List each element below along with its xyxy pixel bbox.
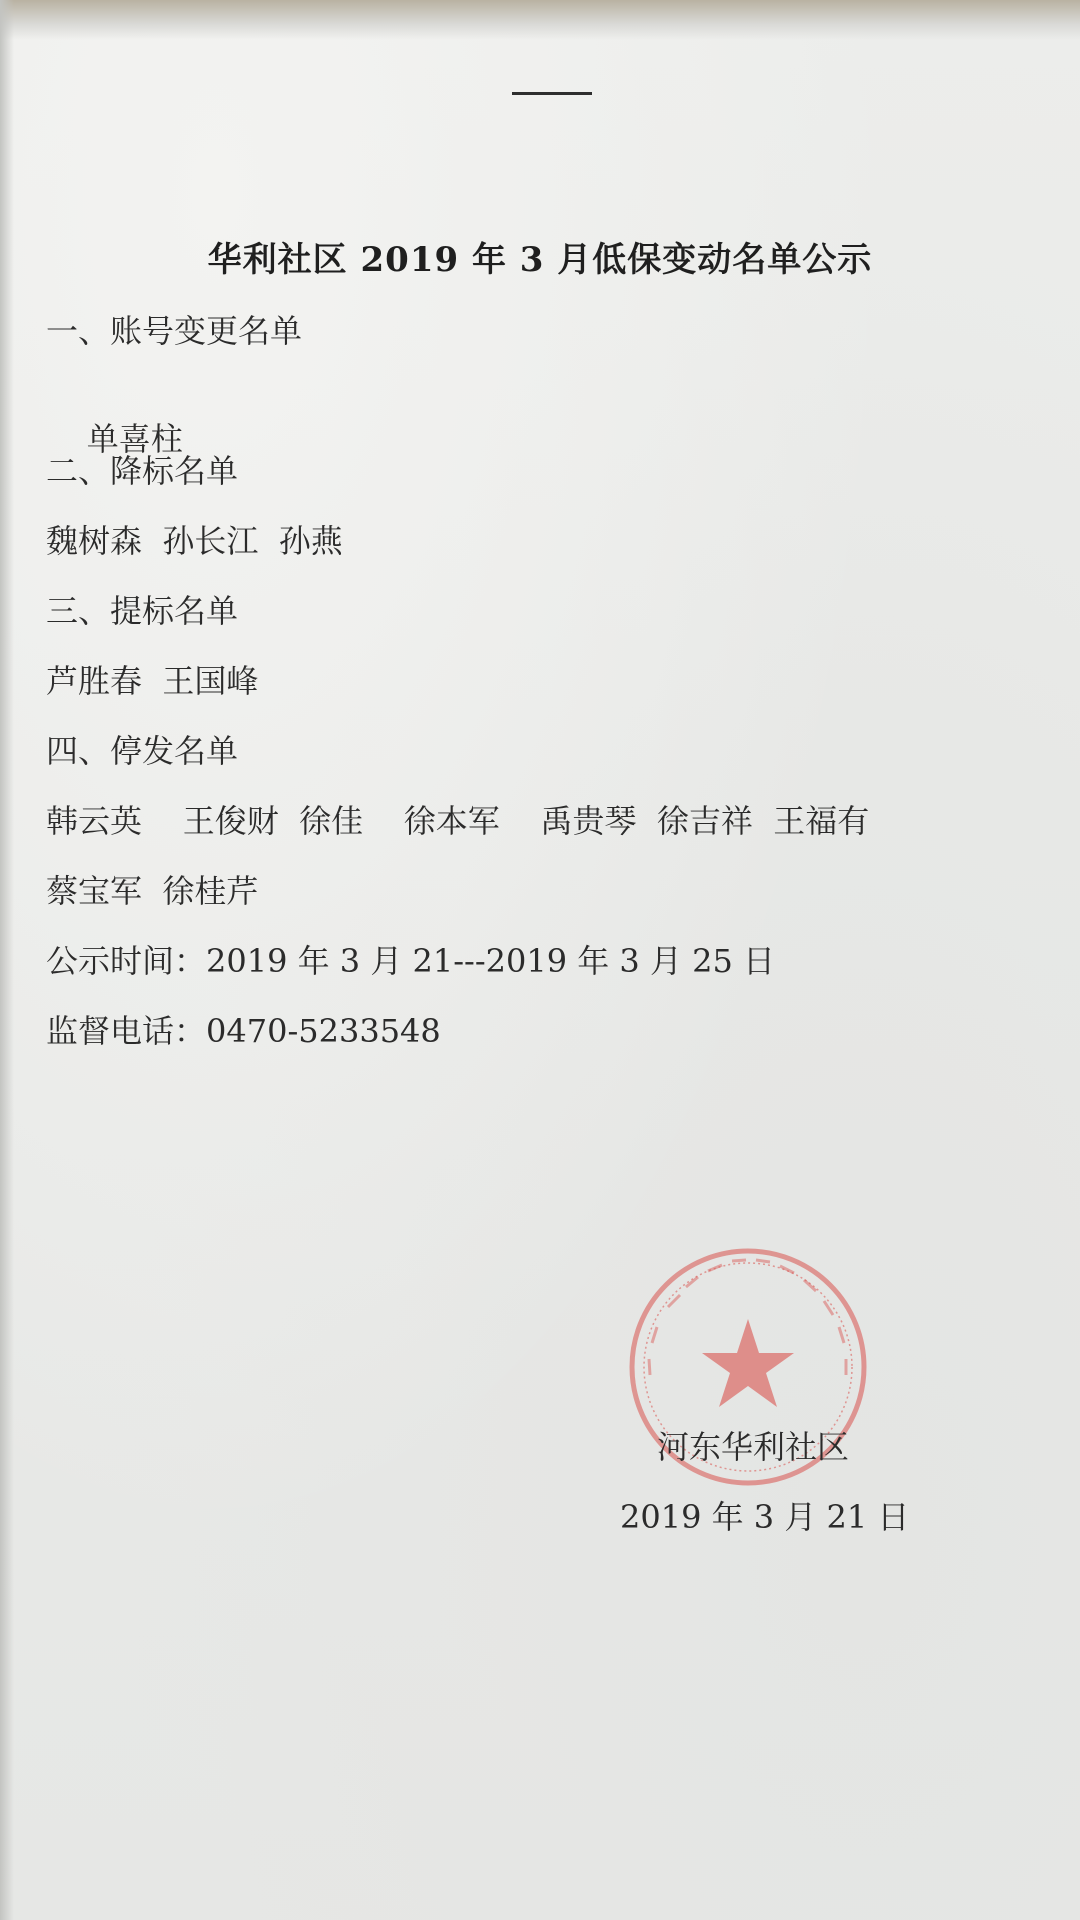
notice-period: 公示时间：2019 年 3 月 21---2019 年 3 月 25 日 xyxy=(46,942,776,980)
section-heading-suspended: 四、停发名单 xyxy=(46,732,239,770)
header-rule xyxy=(512,92,592,95)
suspended-names-row-1 xyxy=(46,796,869,842)
section-heading-account-change: 一、账号变更名单 xyxy=(46,312,303,350)
paper-top-edge xyxy=(0,0,1080,40)
name-item: 徐本军 xyxy=(403,802,500,840)
supervision-hotline: 监督电话：0470-5233548 xyxy=(46,1012,441,1050)
paper-left-edge xyxy=(0,0,14,1920)
name-item: 王俊财 xyxy=(182,802,279,840)
upgrade-names xyxy=(46,656,258,702)
name-item: 徐吉祥 xyxy=(656,802,753,840)
star-icon xyxy=(702,1319,794,1407)
downgrade-names xyxy=(46,516,343,562)
document-title: 华利社区 2019 年 3 月低保变动名单公示 xyxy=(207,240,873,280)
name-item: 徐桂芹 xyxy=(162,872,259,910)
name-item: 孙长江 xyxy=(162,522,259,560)
name-item: 王国峰 xyxy=(162,662,259,700)
issue-date: 2019 年 3 月 21 日 xyxy=(620,1498,910,1536)
suspended-names-row-2 xyxy=(46,866,258,912)
section-heading-upgrade: 三、提标名单 xyxy=(46,592,239,630)
name-item: 芦胜春 xyxy=(46,662,143,700)
name-item: 韩云英 xyxy=(46,802,143,840)
name-item: 魏树森 xyxy=(46,522,143,560)
name-item: 蔡宝军 xyxy=(46,872,143,910)
issuing-organization: 河东华利社区 xyxy=(657,1428,850,1466)
name-item: 孙燕 xyxy=(278,522,343,560)
name-item: 单喜柱 xyxy=(86,420,183,458)
name-item: 王福有 xyxy=(773,802,870,840)
section-heading-downgrade: 二、降标名单 xyxy=(46,452,239,490)
name-item: 禹贵琴 xyxy=(540,802,637,840)
name-item: 徐佳 xyxy=(299,802,364,840)
